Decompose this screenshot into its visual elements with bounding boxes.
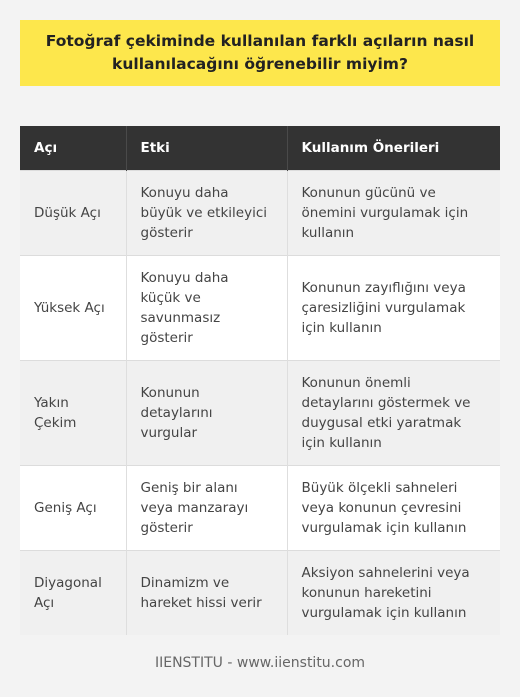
table-header-row bbox=[20, 126, 500, 171]
title-banner bbox=[20, 20, 500, 86]
cell-usage: Konunun önemli detaylarını göstermek ve duygusal etki yaratmak için kullanın bbox=[287, 361, 500, 466]
table-row bbox=[20, 551, 500, 636]
table-row bbox=[20, 361, 500, 466]
cell-usage: Konunun gücünü ve önemini vurgulamak için kullanın bbox=[287, 171, 500, 256]
table-row bbox=[20, 256, 500, 361]
cell-usage: Aksiyon sahnelerini veya konunun hareketini vurgulamak için kullanın bbox=[287, 551, 500, 636]
cell-effect: Geniş bir alanı veya manzarayı gösterir bbox=[126, 466, 287, 551]
page-title: Fotoğraf çekiminde kullanılan farklı açıların nasıl kullanılacağını öğrenebilir miyim? bbox=[45, 32, 475, 73]
cell-effect: Dinamizm ve hareket hissi verir bbox=[126, 551, 287, 636]
cell-effect: Konunun detaylarını vurgular bbox=[126, 361, 287, 466]
header-angle: Açı bbox=[20, 126, 126, 171]
cell-angle: Düşük Açı bbox=[20, 171, 126, 256]
cell-effect: Konuyu daha küçük ve savunmasız gösterir bbox=[126, 256, 287, 361]
footer-credit: IIENSTITU - www.iienstitu.com bbox=[154, 655, 366, 671]
cell-angle: Yüksek Açı bbox=[20, 256, 126, 361]
table-row bbox=[20, 466, 500, 551]
cell-angle: Yakın Çekim bbox=[20, 361, 126, 466]
cell-usage: Konunun zayıflığını veya çaresizliğini vurgulamak için kullanın bbox=[287, 256, 500, 361]
cell-usage: Büyük ölçekli sahneleri veya konunun çevresini vurgulamak için kullanın bbox=[287, 466, 500, 551]
cell-angle: Diyagonal Açı bbox=[20, 551, 126, 636]
table-row bbox=[20, 171, 500, 256]
cell-effect: Konuyu daha büyük ve etkileyici gösterir bbox=[126, 171, 287, 256]
header-usage: Kullanım Önerileri bbox=[287, 126, 500, 171]
cell-angle: Geniş Açı bbox=[20, 466, 126, 551]
angles-table bbox=[20, 126, 500, 635]
header-effect: Etki bbox=[126, 126, 287, 171]
